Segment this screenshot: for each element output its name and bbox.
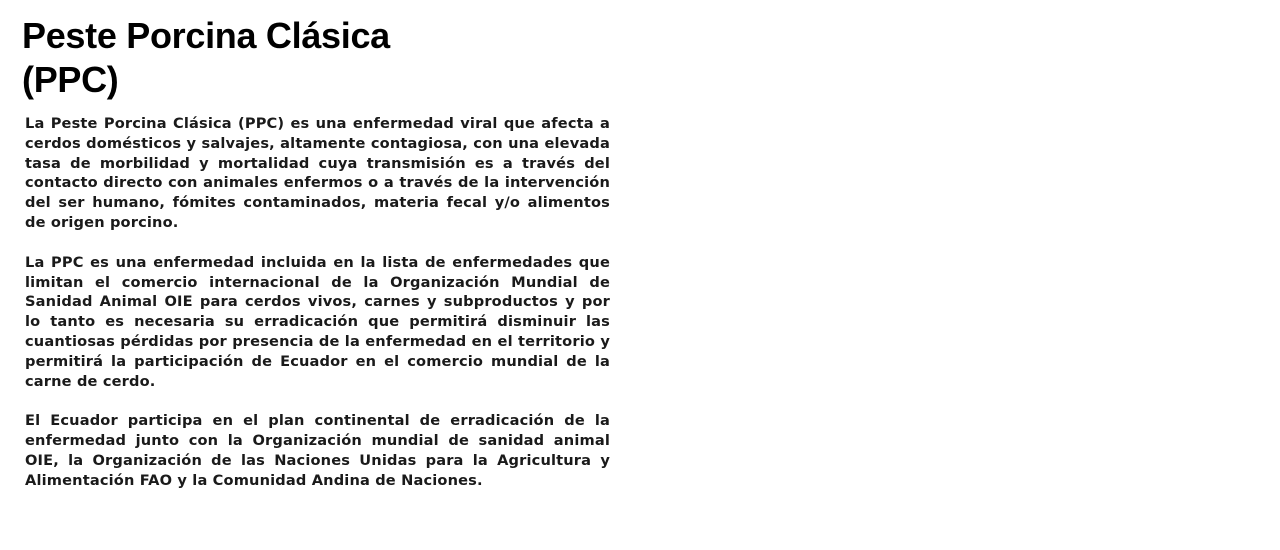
paragraph-intro: La Peste Porcina Clásica (PPC) es una enfermedad viral que afecta a cerdos domésticos y salvajes, altamente contagiosa, con una elevada tasa de morbilidad y mortalidad cuya transmisión es a través del contacto directo con animales enfermos o a través de la intervención del ser humano, fómites contaminados, materia fecal y/o alimentos de origen porcino. [25, 115, 610, 231]
paragraph-trade-impact: La PPC es una enfermedad incluida en la lista de enfermedades que limitan el comercio internacional de la Organización Mundial de Sanidad Animal OIE para cerdos vivos, carnes y subproductos y por lo tanto es necesaria su erradicación que permitirá disminuir las cuantiosas pérdidas por presencia de la enfermedad en el territorio y permitirá la participación de Ecuador en el comercio mundial de la carne de cerdo. [25, 253, 610, 390]
article [22, 14, 612, 511]
paragraph-eradication-plan: El Ecuador participa en el plan continental de erradicación de la enfermedad junto con la Organización mundial de sanidad animal OIE, la Organización de las Naciones Unidas para la Agricultura y Alimentación FAO y la Comunidad Andina de Naciones. [25, 412, 610, 489]
article-body [25, 114, 610, 491]
page-title: Peste Porcina Clásica (PPC) [22, 15, 390, 100]
